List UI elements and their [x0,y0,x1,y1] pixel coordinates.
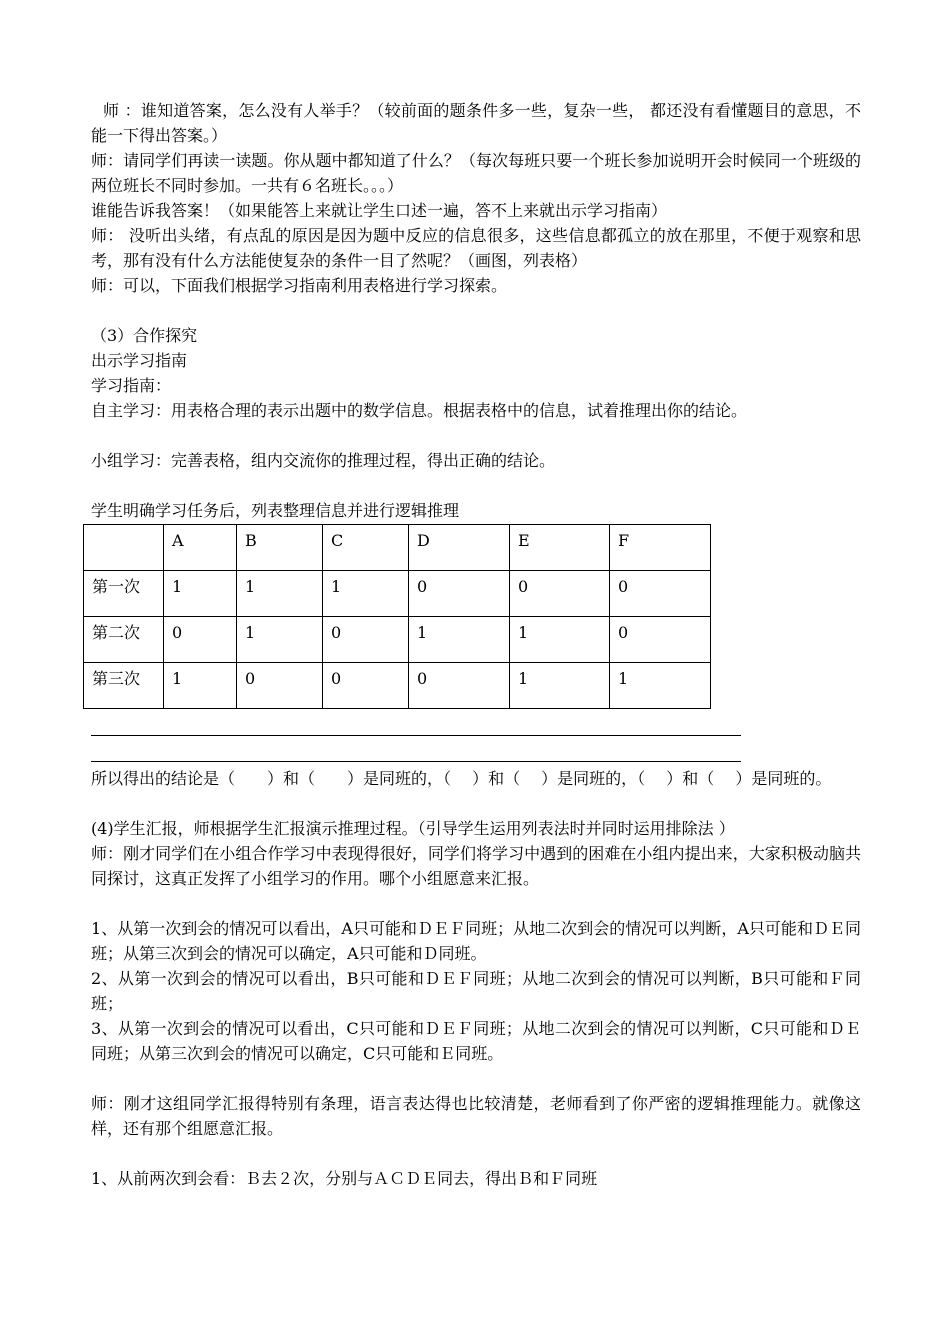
table-row-label: 第二次 [84,617,164,663]
conclusion-sentence: 所以得出的结论是（ ）和（ ）是同班的，（ ）和（ ）是同班的，（ ）和（ ）是同班的。 [91,769,832,788]
section3-show-guide: 出示学习指南 [91,351,188,370]
table-header-row [84,525,711,571]
report-item: 1、从第一次到会的情况可以看出，A只可能和ＤＥＦ同班；从地二次到会的情况可以判断，A只可能和ＤＥ同班；从第三次到会的情况可以确定，A只可能和Ｄ同班。 [91,919,861,963]
table-cell: 0 [409,663,510,709]
table-cell: 1 [510,617,610,663]
section4-teacher-praise: 师：刚才同学们在小组合作学习中表现得很好，同学们将学习中遇到的困难在小组内提出来，大家积极动脑共同探讨，这真正发挥了小组学习的作用。哪个小组愿意来汇报。 [91,844,861,888]
table-row [84,663,711,709]
blank-line [91,791,861,816]
table-cell: 0 [237,663,323,709]
table-row-label: 第一次 [84,571,164,617]
table-cell: 0 [510,571,610,617]
table-cell: 1 [610,663,711,709]
table-cell: 1 [510,663,610,709]
blank-line [91,423,861,448]
answer-line [91,735,741,736]
table-header-cell: D [409,525,510,571]
table-cell: 0 [323,663,409,709]
table-cell: 1 [409,617,510,663]
paragraph-use-guide: 师：可以，下面我们根据学习指南利用表格进行学习探索。 [91,276,508,295]
section3-guide-label: 学习指南： [91,376,172,395]
table-cell: 1 [164,663,237,709]
section4-teacher-comment: 师：刚才这组同学汇报得特别有条理，语言表达得也比较清楚，老师看到了你严密的逻辑推理能力。就像这样，还有那个组愿意汇报。 [91,1094,861,1138]
table-cell: 0 [323,617,409,663]
table-cell: 0 [409,571,510,617]
table-cell: 1 [237,617,323,663]
blank-line [91,1141,861,1166]
paragraph-reread: 师：请同学们再读一读题。你从题中都知道了什么？（每次每班只要一个班长参加说明开会时候同一个班级的两位班长不同时参加。一共有６名班长。。。） [91,151,861,195]
attendance-table [83,524,711,709]
paragraph-no-clue: 师： 没听出头绪，有点乱的原因是因为题中反应的信息很多，这些信息都孤立的放在那里，不便于观察和思考，那有没有什么方法能使复杂的条件一目了然呢？（画图，列表格） [91,226,861,270]
table-cell: 0 [610,571,711,617]
table-header-cell: F [610,525,711,571]
document-page [91,98,861,1191]
section3-group-study: 小组学习：完善表格，组内交流你的推理过程，得出正确的结论。 [91,451,556,470]
table-row [84,571,711,617]
blank-line [91,473,861,498]
paragraph-who-knows: 谁能告诉我答案！（如果能答上来就让学生口述一遍，答不上来就出示学习指南） [91,201,668,220]
table-header-cell: B [237,525,323,571]
table-header-cell: E [510,525,610,571]
section3-self-study: 自主学习：用表格合理的表示出题中的数学信息。根据表格中的信息，试着推理出你的结论。 [91,401,748,420]
blank-line [91,891,861,916]
table-header-cell: C [323,525,409,571]
paragraph-teacher-question: 师 ：谁知道答案，怎么没有人举手？（较前面的题条件多一些，复杂一些， 都还没有看懂题目的意思，不能一下得出答案。） [91,101,861,145]
section3-heading: （3）合作探究 [91,326,198,345]
section3-table-intro: 学生明确学习任务后，列表整理信息并进行逻辑推理 [91,501,460,520]
blank-line [91,298,861,323]
table-cell: 0 [610,617,711,663]
table-cell: 1 [237,571,323,617]
table-header-cell: A [164,525,237,571]
report-item: 3、从第一次到会的情况可以看出，C只可能和ＤＥＦ同班；从地二次到会的情况可以判断，C只可能和ＤＥ同班；从第三次到会的情况可以确定，C只可能和Ｅ同班。 [91,1019,861,1063]
answer-line [91,761,741,762]
table-row-label: 第三次 [84,663,164,709]
blank-line [91,1066,861,1091]
table-header-cell [84,525,164,571]
table-cell: 0 [164,617,237,663]
table-row [84,617,711,663]
table-cell: 1 [323,571,409,617]
final-report-item: 1、从前两次到会看：Ｂ去２次，分别与ＡＣＤＥ同去，得出Ｂ和Ｆ同班 [91,1169,598,1188]
table-cell: 1 [164,571,237,617]
section4-heading: (4)学生汇报，师根据学生汇报演示推理过程。（引导学生运用列表法时并同时运用排除法 ） [91,819,735,838]
report-item: 2、从第一次到会的情况可以看出，B只可能和ＤＥＦ同班；从地二次到会的情况可以判断，B只可能和Ｆ同班； [91,969,861,1013]
